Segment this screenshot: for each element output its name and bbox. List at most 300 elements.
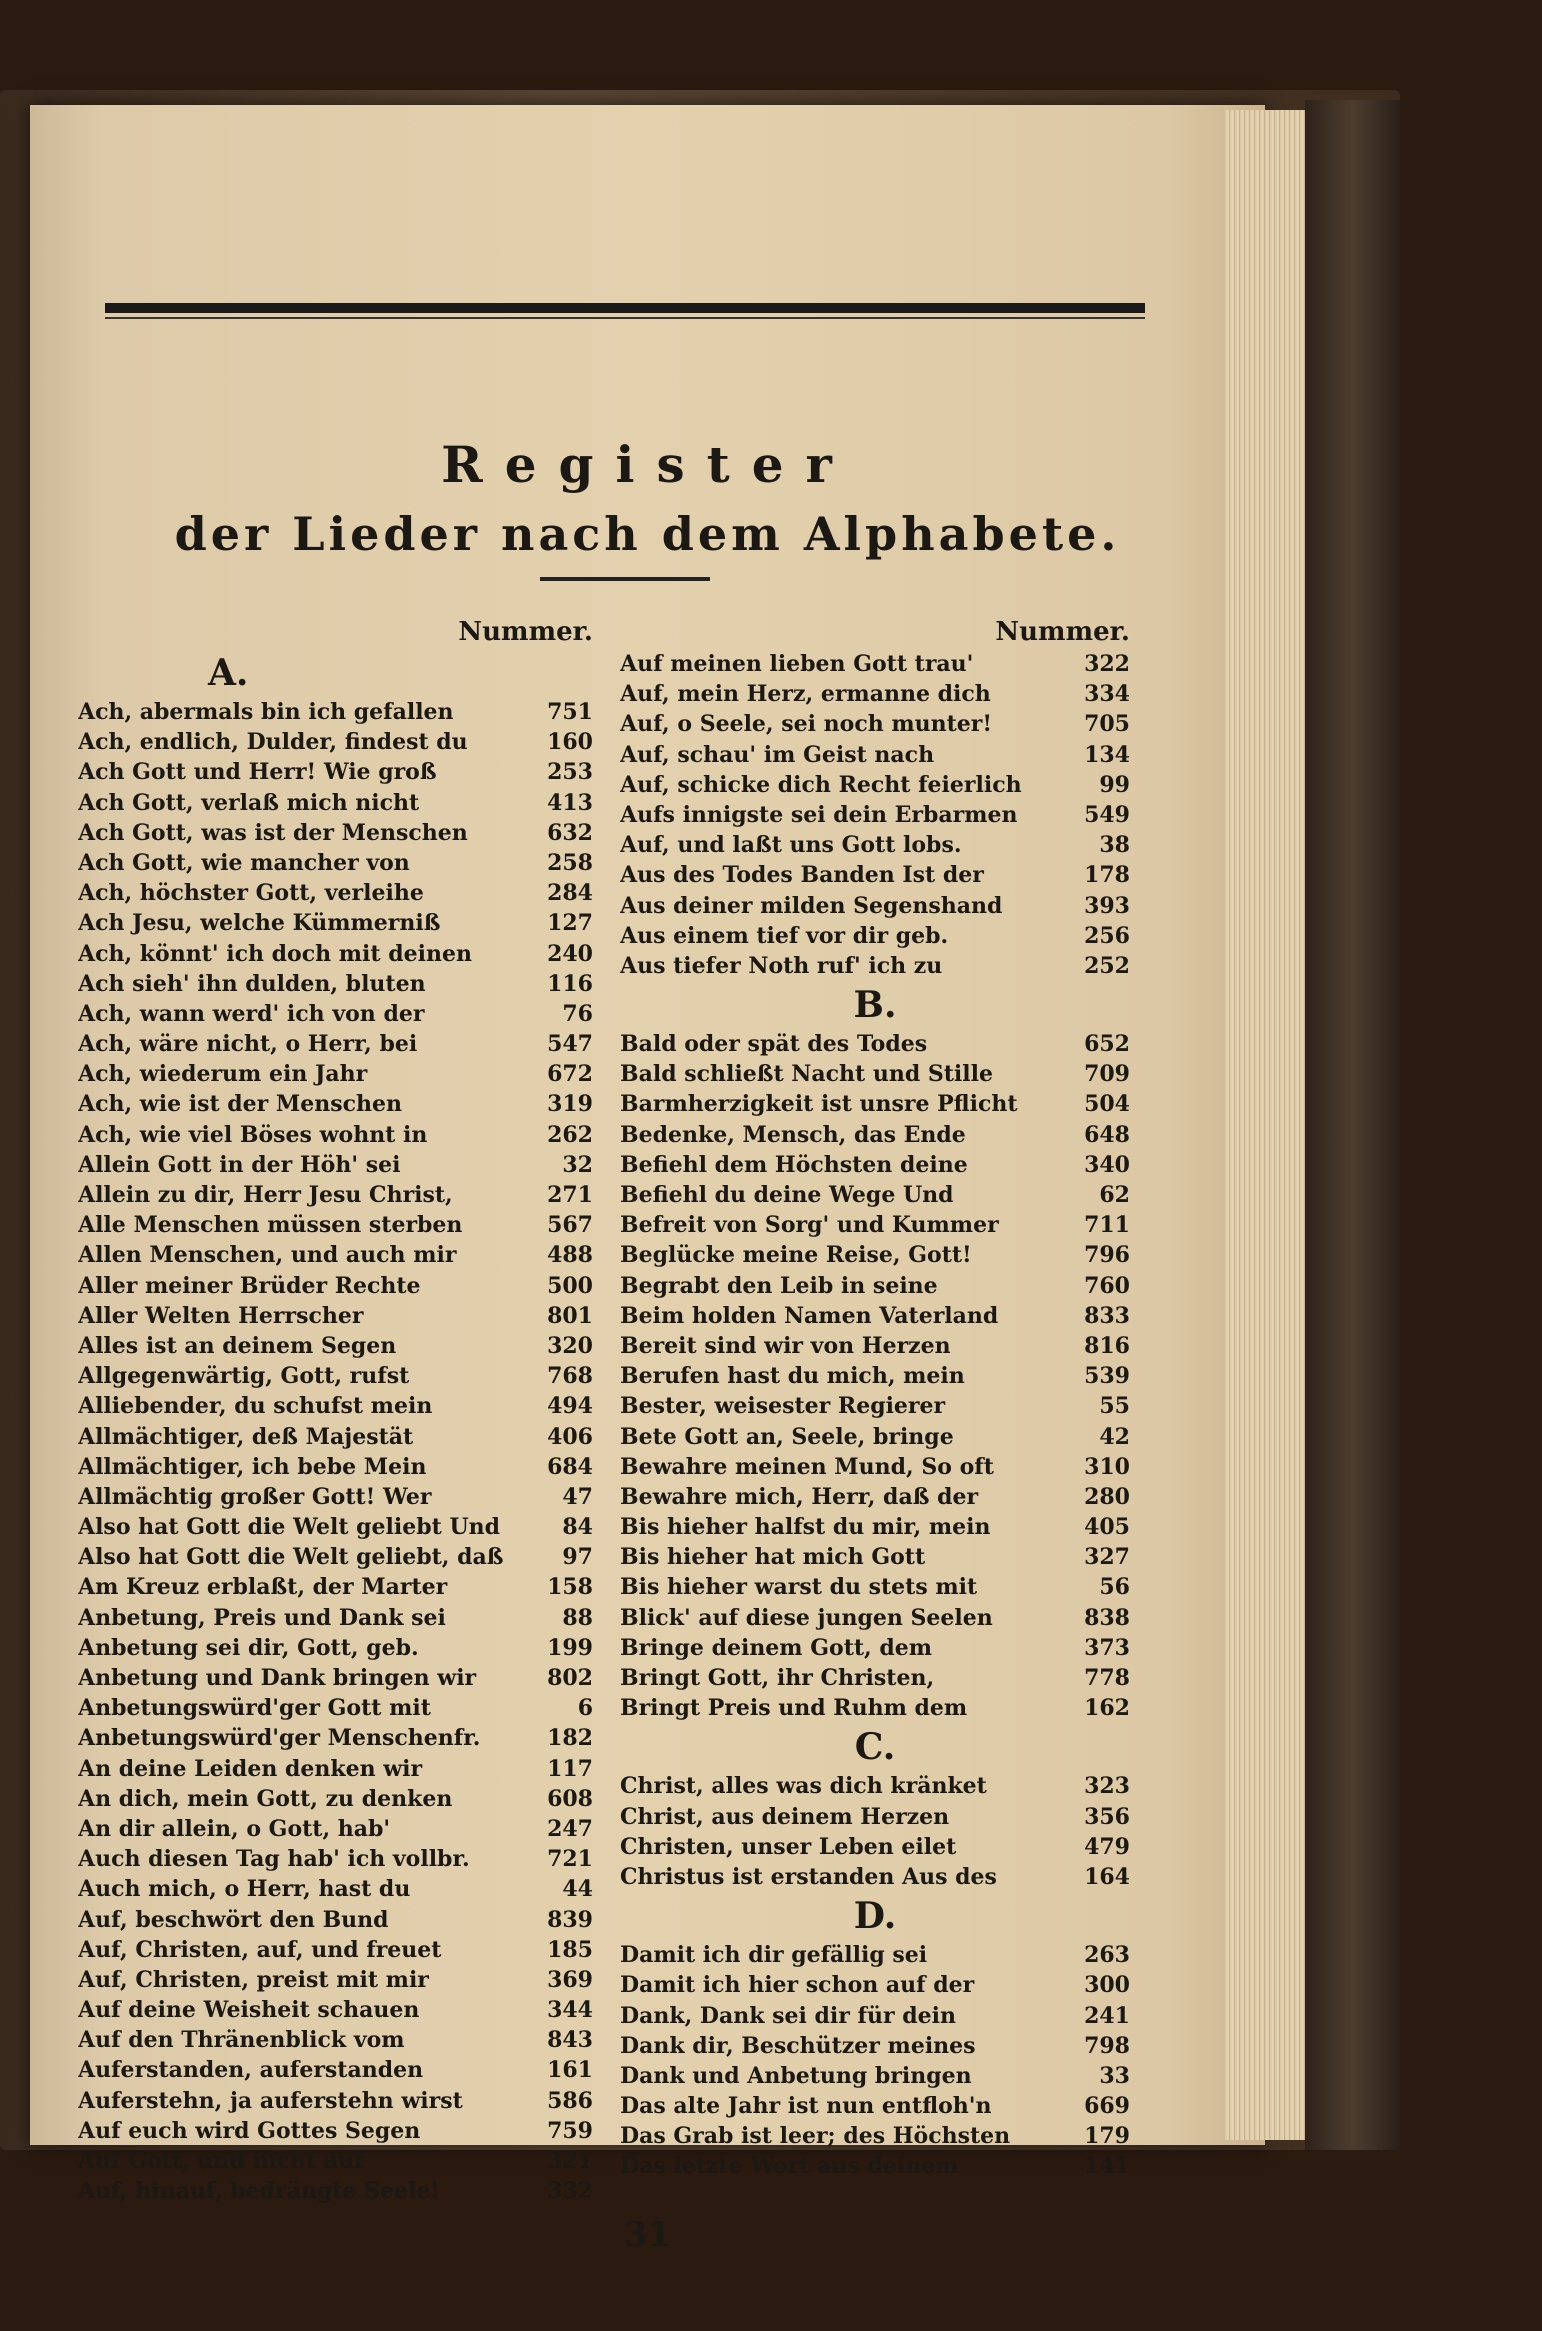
index-entry bbox=[620, 1150, 1130, 1180]
entry-title: Ach, abermals bin ich gefallen bbox=[78, 699, 454, 725]
index-entry bbox=[620, 1089, 1130, 1119]
entry-title: Auf, beschwört den Bund bbox=[78, 1906, 389, 1933]
index-entry bbox=[78, 1331, 593, 1361]
entry-title: Ach, wann werd' ich von der bbox=[78, 1000, 425, 1027]
column-header-left: Nummer. bbox=[458, 617, 593, 647]
entry-title: Damit ich hier schon auf der bbox=[620, 1972, 975, 1999]
entry-title: Ach, endlich, Dulder, findest du bbox=[78, 729, 468, 756]
entry-title: Allein Gott in der Höh' sei bbox=[78, 1151, 401, 1178]
entry-number: 778 bbox=[1084, 1665, 1130, 1691]
entry-title: Auch mich, o Herr, hast du bbox=[78, 1876, 411, 1903]
index-entry bbox=[78, 1784, 593, 1814]
index-entry bbox=[620, 2151, 1130, 2181]
index-entry bbox=[78, 1965, 593, 1995]
index-entry bbox=[78, 757, 593, 787]
entry-title: Aller meiner Brüder Rechte bbox=[78, 1272, 421, 1299]
entry-title: Ach Gott, was ist der Menschen bbox=[78, 819, 468, 846]
entry-title: Aus tiefer Noth ruf' ich zu bbox=[620, 952, 943, 979]
index-entry bbox=[78, 1512, 593, 1542]
entry-title: Das alte Jahr ist nun entfloh'n bbox=[620, 2093, 992, 2120]
index-entry bbox=[78, 2025, 593, 2055]
entry-title: Ach Gott und Herr! Wie groß bbox=[78, 759, 437, 786]
entry-number: 321 bbox=[547, 2148, 593, 2174]
entry-title: Auf, schau' im Geist nach bbox=[620, 741, 935, 768]
entry-number: 839 bbox=[547, 1906, 593, 1933]
entry-number: 241 bbox=[1084, 2002, 1130, 2029]
entry-number: 684 bbox=[547, 1453, 593, 1480]
entry-title: Das letzte Wort aus deinem bbox=[620, 2153, 959, 2180]
index-entry bbox=[620, 1029, 1130, 1059]
entry-title: Auf, schicke dich Recht feierlich bbox=[620, 771, 1022, 798]
entry-number: 711 bbox=[1084, 1212, 1130, 1239]
entry-number: 760 bbox=[1084, 1272, 1130, 1299]
index-entry bbox=[620, 1693, 1130, 1723]
index-entry bbox=[620, 951, 1130, 981]
entry-list-c bbox=[620, 1771, 1130, 1892]
entry-title: An dich, mein Gott, zu denken bbox=[78, 1785, 453, 1812]
entry-number: 802 bbox=[547, 1665, 593, 1691]
entry-title: Begrabt den Leib in seine bbox=[620, 1272, 938, 1299]
index-entry bbox=[620, 1633, 1130, 1663]
entry-number: 709 bbox=[1084, 1061, 1130, 1088]
entry-title: Damit ich dir gefällig sei bbox=[620, 1942, 928, 1969]
index-entry bbox=[78, 908, 593, 938]
entry-title: Christen, unser Leben eilet bbox=[620, 1833, 957, 1860]
entry-title: Dank dir, Beschützer meines bbox=[620, 2032, 976, 2059]
entry-title: Dank, Dank sei dir für dein bbox=[620, 2002, 956, 2029]
entry-number: 162 bbox=[1084, 1695, 1130, 1722]
page-edges bbox=[1225, 110, 1305, 2140]
entry-number: 141 bbox=[1084, 2153, 1130, 2180]
entry-title: Bald oder spät des Todes bbox=[620, 1031, 928, 1058]
entry-number: 84 bbox=[562, 1514, 593, 1541]
entry-number: 33 bbox=[1099, 2062, 1130, 2089]
entry-title: Auf, mein Herz, ermanne dich bbox=[620, 681, 991, 708]
entry-title: Auf meinen lieben Gott trau' bbox=[620, 651, 974, 677]
entry-title: Allen Menschen, und auch mir bbox=[78, 1242, 457, 1269]
entry-title: Auferstanden, auferstanden bbox=[78, 2057, 424, 2084]
entry-title: Bringe deinem Gott, dem bbox=[620, 1634, 933, 1661]
index-entry bbox=[620, 1391, 1130, 1421]
entry-number: 504 bbox=[1084, 1091, 1130, 1118]
entry-number: 256 bbox=[1084, 922, 1130, 949]
index-entry bbox=[620, 1862, 1130, 1892]
index-entry bbox=[78, 727, 593, 757]
index-entry bbox=[78, 1814, 593, 1844]
entry-number: 547 bbox=[547, 1031, 593, 1058]
index-entry bbox=[620, 1542, 1130, 1572]
entry-title: Auf Gott, und nicht auf bbox=[78, 2148, 364, 2174]
index-entry bbox=[78, 1603, 593, 1633]
entry-number: 88 bbox=[562, 1604, 593, 1631]
index-entry bbox=[78, 2086, 593, 2116]
entry-title: Aus deiner milden Segenshand bbox=[620, 892, 1003, 919]
index-entry bbox=[620, 1832, 1130, 1862]
page-subtitle: der Lieder nach dem Alphabete. bbox=[174, 507, 1121, 561]
index-entry bbox=[620, 2121, 1130, 2151]
index-entry bbox=[620, 800, 1130, 830]
entry-title: Allgegenwärtig, Gott, rufst bbox=[78, 1363, 410, 1390]
entry-title: Ach, wie viel Böses wohnt in bbox=[78, 1121, 428, 1148]
entry-number: 608 bbox=[547, 1785, 593, 1812]
entry-title: Bis hieher halfst du mir, mein bbox=[620, 1514, 991, 1541]
entry-number: 751 bbox=[547, 699, 593, 725]
entry-title: Anbetung, Preis und Dank sei bbox=[78, 1604, 446, 1631]
index-entry bbox=[620, 1512, 1130, 1542]
entry-title: Bete Gott an, Seele, bringe bbox=[620, 1423, 954, 1450]
index-entry bbox=[620, 1210, 1130, 1240]
entry-number: 796 bbox=[1084, 1242, 1130, 1269]
index-entry bbox=[620, 1940, 1130, 1970]
index-entry bbox=[620, 1361, 1130, 1391]
index-entry bbox=[78, 1723, 593, 1753]
index-entry bbox=[78, 1482, 593, 1512]
index-entry bbox=[78, 878, 593, 908]
entry-number: 38 bbox=[1099, 832, 1130, 859]
index-entry bbox=[620, 1771, 1130, 1801]
index-entry bbox=[620, 921, 1130, 951]
entry-title: Dank und Anbetung bringen bbox=[620, 2062, 972, 2089]
index-entry bbox=[620, 1120, 1130, 1150]
index-entry bbox=[620, 709, 1130, 739]
index-entry bbox=[620, 891, 1130, 921]
entry-number: 539 bbox=[1084, 1363, 1130, 1390]
entry-title: Also hat Gott die Welt geliebt, daß bbox=[78, 1544, 504, 1571]
entry-number: 319 bbox=[547, 1091, 593, 1118]
index-entry bbox=[620, 2001, 1130, 2031]
entry-title: Allmächtiger, deß Majestät bbox=[78, 1423, 414, 1450]
index-entry bbox=[78, 1754, 593, 1784]
index-entry bbox=[620, 830, 1130, 860]
entry-number: 369 bbox=[547, 1966, 593, 1993]
entry-title: Barmherzigkeit ist unsre Pflicht bbox=[620, 1091, 1018, 1118]
entry-title: Berufen hast du mich, mein bbox=[620, 1363, 965, 1390]
entry-number: 479 bbox=[1084, 1833, 1130, 1860]
index-entry bbox=[620, 2031, 1130, 2061]
index-entry bbox=[78, 1452, 593, 1482]
entry-number: 284 bbox=[547, 880, 593, 907]
index-entry bbox=[620, 1422, 1130, 1452]
entry-number: 843 bbox=[547, 2027, 593, 2054]
index-entry bbox=[78, 1361, 593, 1391]
entry-number: 179 bbox=[1084, 2123, 1130, 2150]
entry-number: 705 bbox=[1084, 711, 1130, 738]
entry-number: 160 bbox=[547, 729, 593, 756]
entry-title: Ach Gott, wie mancher von bbox=[78, 849, 410, 876]
entry-title: Bringt Preis und Ruhm dem bbox=[620, 1695, 968, 1722]
column-header-right: Nummer. bbox=[995, 617, 1130, 647]
index-entry bbox=[620, 1802, 1130, 1832]
entry-number: 652 bbox=[1084, 1031, 1130, 1058]
index-entry bbox=[78, 999, 593, 1029]
index-entry bbox=[78, 1572, 593, 1602]
entry-number: 320 bbox=[547, 1332, 593, 1359]
entry-title: Blick' auf diese jungen Seelen bbox=[620, 1604, 993, 1631]
index-entry bbox=[620, 770, 1130, 800]
index-entry bbox=[78, 1422, 593, 1452]
index-entry bbox=[78, 788, 593, 818]
entry-number: 178 bbox=[1084, 862, 1130, 889]
index-entry bbox=[78, 1633, 593, 1663]
entry-number: 199 bbox=[547, 1634, 593, 1661]
entry-number: 42 bbox=[1099, 1423, 1130, 1450]
entry-title: Allein zu dir, Herr Jesu Christ, bbox=[78, 1182, 453, 1208]
entry-number: 97 bbox=[562, 1544, 593, 1571]
entry-number: 833 bbox=[1084, 1302, 1130, 1329]
entry-title: Christus ist erstanden Aus des bbox=[620, 1863, 997, 1890]
entry-number: 280 bbox=[1084, 1483, 1130, 1510]
entry-title: Auf, Christen, preist mit mir bbox=[78, 1966, 429, 1993]
entry-title: Bedenke, Mensch, das Ende bbox=[620, 1121, 966, 1148]
index-entry bbox=[620, 1059, 1130, 1089]
index-entry bbox=[620, 1271, 1130, 1301]
entry-number: 44 bbox=[562, 1876, 593, 1903]
entry-number: 76 bbox=[562, 1000, 593, 1027]
entry-title: Bewahre mich, Herr, daß der bbox=[620, 1483, 979, 1510]
entry-number: 99 bbox=[1099, 771, 1130, 798]
entry-title: Aufs innigste sei dein Erbarmen bbox=[620, 801, 1018, 828]
index-entry bbox=[620, 1572, 1130, 1602]
index-entry bbox=[620, 649, 1130, 679]
index-entry bbox=[78, 2055, 593, 2085]
entry-title: Auch diesen Tag hab' ich vollbr. bbox=[78, 1846, 470, 1873]
entry-title: Ach, könnt' ich doch mit deinen bbox=[78, 940, 472, 967]
entry-title: Auf, hinauf, bedrängte Seele! bbox=[78, 2178, 440, 2205]
index-entry bbox=[78, 1089, 593, 1119]
entry-number: 252 bbox=[1084, 952, 1130, 979]
entry-title: Auf den Thränenblick vom bbox=[78, 2027, 405, 2054]
entry-number: 332 bbox=[547, 2178, 593, 2205]
index-entry bbox=[78, 1301, 593, 1331]
index-entry bbox=[78, 1663, 593, 1693]
index-entry bbox=[620, 2061, 1130, 2091]
entry-number: 161 bbox=[547, 2057, 593, 2084]
entry-title: Anbetung sei dir, Gott, geb. bbox=[78, 1634, 419, 1661]
book-page bbox=[30, 105, 1265, 2255]
entry-number: 344 bbox=[547, 1997, 593, 2024]
page-number: 31 bbox=[623, 2215, 672, 2255]
entry-number: 567 bbox=[547, 1212, 593, 1239]
entry-title: Alles ist an deinem Segen bbox=[78, 1332, 397, 1359]
index-entry bbox=[78, 1120, 593, 1150]
entry-title: Allmächtiger, ich bebe Mein bbox=[78, 1453, 427, 1480]
index-entry bbox=[78, 1391, 593, 1421]
entry-title: Befiehl du deine Wege Und bbox=[620, 1182, 954, 1208]
entry-number: 182 bbox=[547, 1725, 593, 1752]
entry-number: 117 bbox=[547, 1755, 593, 1782]
entry-title: Auferstehn, ja auferstehn wirst bbox=[78, 2087, 463, 2114]
index-entry bbox=[78, 1240, 593, 1270]
entry-number: 327 bbox=[1084, 1544, 1130, 1571]
index-entry bbox=[78, 1905, 593, 1935]
entry-title: Ach, höchster Gott, verleihe bbox=[78, 880, 424, 907]
entry-title: Aus einem tief vor dir geb. bbox=[620, 922, 949, 949]
entry-number: 500 bbox=[547, 1272, 593, 1299]
entry-number: 632 bbox=[547, 819, 593, 846]
entry-number: 586 bbox=[547, 2087, 593, 2114]
index-entry bbox=[78, 1029, 593, 1059]
entry-number: 158 bbox=[547, 1574, 593, 1601]
entry-number: 116 bbox=[547, 970, 593, 997]
entry-number: 669 bbox=[1084, 2093, 1130, 2120]
section-letter-d: D. bbox=[853, 1895, 897, 1938]
index-entry bbox=[620, 2091, 1130, 2121]
entry-title: Bringt Gott, ihr Christen, bbox=[620, 1665, 935, 1691]
entry-title: Aus des Todes Banden Ist der bbox=[620, 862, 984, 889]
entry-title: Auf, und laßt uns Gott lobs. bbox=[620, 832, 962, 859]
entry-title: Beim holden Namen Vaterland bbox=[620, 1302, 999, 1329]
entry-number: 648 bbox=[1084, 1121, 1130, 1148]
entry-number: 759 bbox=[547, 2117, 593, 2144]
index-entry bbox=[78, 2146, 593, 2176]
entry-number: 62 bbox=[1099, 1182, 1130, 1208]
entry-title: Auf euch wird Gottes Segen bbox=[78, 2117, 421, 2144]
entry-list-a-cont bbox=[620, 649, 1130, 981]
entry-number: 373 bbox=[1084, 1634, 1130, 1661]
entry-title: Bester, weisester Regierer bbox=[620, 1393, 946, 1420]
entry-number: 322 bbox=[1084, 651, 1130, 677]
entry-title: Also hat Gott die Welt geliebt Und bbox=[78, 1514, 501, 1541]
entry-title: Bewahre meinen Mund, So oft bbox=[620, 1453, 994, 1480]
entry-title: Ach, wäre nicht, o Herr, bei bbox=[78, 1031, 418, 1058]
title-divider bbox=[540, 577, 710, 581]
index-entry bbox=[78, 1150, 593, 1180]
index-entry bbox=[620, 1663, 1130, 1693]
entry-title: Alle Menschen müssen sterben bbox=[78, 1212, 463, 1239]
index-entry bbox=[78, 2176, 593, 2206]
entry-title: Christ, alles was dich kränket bbox=[620, 1773, 987, 1800]
entry-title: Ach, wiederum ein Jahr bbox=[78, 1061, 368, 1088]
entry-title: Auf, o Seele, sei noch munter! bbox=[620, 711, 993, 738]
index-entry bbox=[620, 1301, 1130, 1331]
index-entry bbox=[78, 1995, 593, 2025]
entry-number: 393 bbox=[1084, 892, 1130, 919]
entry-title: Anbetungswürd'ger Menschenfr. bbox=[78, 1725, 481, 1752]
entry-number: 334 bbox=[1084, 681, 1130, 708]
index-entry bbox=[78, 1059, 593, 1089]
entry-number: 406 bbox=[547, 1423, 593, 1450]
entry-number: 47 bbox=[562, 1483, 593, 1510]
entry-number: 134 bbox=[1084, 741, 1130, 768]
index-entry bbox=[78, 1542, 593, 1572]
index-entry bbox=[78, 697, 593, 727]
index-entry bbox=[620, 1240, 1130, 1270]
entry-number: 258 bbox=[547, 849, 593, 876]
index-entry bbox=[620, 740, 1130, 770]
entry-number: 185 bbox=[547, 1936, 593, 1963]
index-entry bbox=[78, 1693, 593, 1723]
entry-number: 240 bbox=[547, 940, 593, 967]
index-entry bbox=[78, 969, 593, 999]
index-entry bbox=[78, 939, 593, 969]
entry-title: Ach, wie ist der Menschen bbox=[78, 1091, 403, 1118]
index-entry bbox=[620, 1482, 1130, 1512]
index-entry bbox=[78, 1180, 593, 1210]
entry-number: 768 bbox=[547, 1363, 593, 1390]
entry-title: Allmächtig großer Gott! Wer bbox=[78, 1483, 432, 1510]
entry-number: 310 bbox=[1084, 1453, 1130, 1480]
entry-title: Ach Gott, verlaß mich nicht bbox=[78, 789, 420, 816]
entry-number: 6 bbox=[577, 1695, 593, 1722]
entry-title: Auf, Christen, auf, und freuet bbox=[78, 1936, 442, 1963]
entry-title: Anbetungswürd'ger Gott mit bbox=[78, 1695, 431, 1722]
entry-title: Bereit sind wir von Herzen bbox=[620, 1332, 951, 1359]
entry-number: 838 bbox=[1084, 1604, 1130, 1631]
entry-title: Christ, aus deinem Herzen bbox=[620, 1803, 950, 1830]
entry-number: 340 bbox=[1084, 1151, 1130, 1178]
index-entry bbox=[78, 2116, 593, 2146]
entry-title: Bis hieher warst du stets mit bbox=[620, 1574, 978, 1601]
book-spine bbox=[1305, 100, 1400, 2150]
entry-title: Bald schließt Nacht und Stille bbox=[620, 1061, 994, 1088]
index-entry bbox=[78, 848, 593, 878]
entry-number: 801 bbox=[547, 1302, 593, 1329]
entry-number: 672 bbox=[547, 1061, 593, 1088]
entry-number: 405 bbox=[1084, 1514, 1130, 1541]
entry-number: 262 bbox=[547, 1121, 593, 1148]
entry-number: 816 bbox=[1084, 1332, 1130, 1359]
top-rule-thin bbox=[105, 317, 1145, 319]
entry-number: 271 bbox=[547, 1182, 593, 1208]
index-entry bbox=[620, 679, 1130, 709]
entry-number: 488 bbox=[547, 1242, 593, 1269]
entry-number: 413 bbox=[547, 789, 593, 816]
entry-title: Ach sieh' ihn dulden, bluten bbox=[78, 970, 426, 997]
entry-title: Auf deine Weisheit schauen bbox=[78, 1997, 420, 2024]
index-entry bbox=[78, 1271, 593, 1301]
entry-title: Befreit von Sorg' und Kummer bbox=[620, 1212, 999, 1239]
entry-title: Befiehl dem Höchsten deine bbox=[620, 1151, 968, 1178]
entry-title: Anbetung und Dank bringen wir bbox=[78, 1665, 477, 1691]
entry-number: 56 bbox=[1099, 1574, 1130, 1601]
entry-number: 263 bbox=[1084, 1942, 1130, 1969]
section-letter-b: B. bbox=[853, 984, 897, 1027]
entry-title: Am Kreuz erblaßt, der Marter bbox=[78, 1574, 448, 1601]
entry-title: Ach Jesu, welche Kümmerniß bbox=[78, 910, 441, 937]
entry-number: 253 bbox=[547, 759, 593, 786]
entry-number: 32 bbox=[562, 1151, 593, 1178]
index-entry bbox=[620, 1970, 1130, 2000]
right-column bbox=[620, 615, 1130, 2182]
entry-number: 356 bbox=[1084, 1803, 1130, 1830]
entry-number: 323 bbox=[1084, 1773, 1130, 1800]
entry-title: Das Grab ist leer; des Höchsten bbox=[620, 2123, 1011, 2150]
entry-list-a bbox=[78, 697, 593, 2206]
entry-number: 247 bbox=[547, 1815, 593, 1842]
index-entry bbox=[620, 1180, 1130, 1210]
index-entry bbox=[620, 860, 1130, 890]
left-column bbox=[78, 615, 593, 2206]
entry-list-d bbox=[620, 1940, 1130, 2182]
entry-number: 494 bbox=[547, 1393, 593, 1420]
index-entry bbox=[78, 1210, 593, 1240]
entry-number: 798 bbox=[1084, 2032, 1130, 2059]
section-letter-c: C. bbox=[854, 1726, 896, 1769]
index-entry bbox=[78, 1874, 593, 1904]
entry-number: 164 bbox=[1084, 1863, 1130, 1890]
entry-title: Aller Welten Herrscher bbox=[78, 1302, 364, 1329]
index-entry bbox=[620, 1452, 1130, 1482]
entry-number: 549 bbox=[1084, 801, 1130, 828]
entry-number: 127 bbox=[547, 910, 593, 937]
top-rule bbox=[105, 303, 1145, 313]
entry-title: An dir allein, o Gott, hab' bbox=[78, 1815, 391, 1842]
entry-title: Bis hieher hat mich Gott bbox=[620, 1544, 926, 1571]
entry-list-b bbox=[620, 1029, 1130, 1723]
entry-number: 55 bbox=[1099, 1393, 1130, 1420]
entry-title: Beglücke meine Reise, Gott! bbox=[620, 1242, 972, 1269]
entry-number: 300 bbox=[1084, 1972, 1130, 1999]
